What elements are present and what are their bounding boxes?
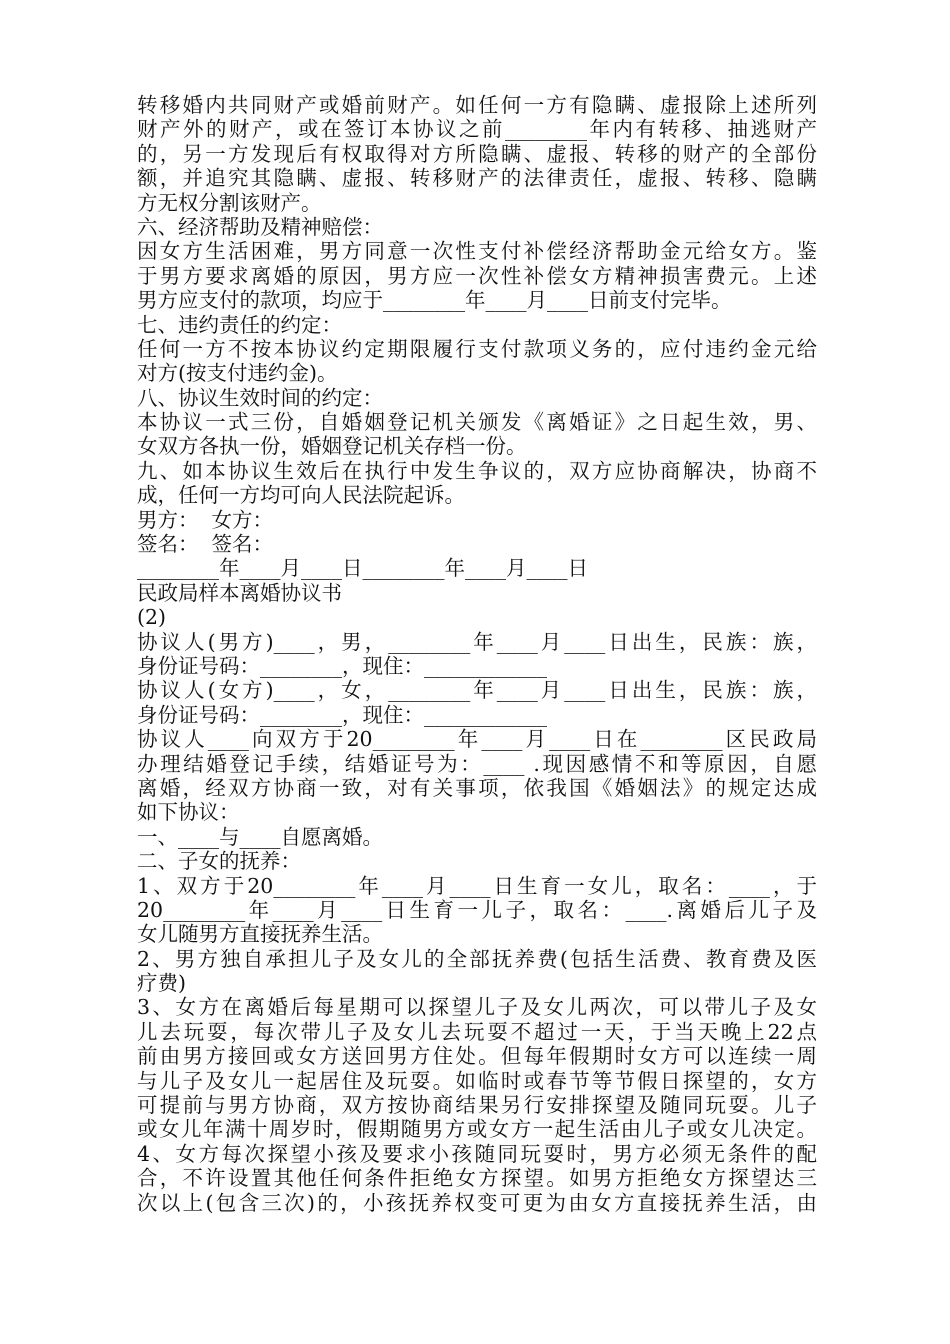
text-line: 身份证号码：________，现住：____________ xyxy=(137,653,547,678)
text-line: 女儿随男方直接抚养生活。 xyxy=(137,922,383,947)
text-line: 男方： 女方： xyxy=(137,507,274,532)
text-line: (2) xyxy=(137,605,167,630)
text-line: 疗费) xyxy=(137,971,186,996)
text-line: 本协议一式三份，自婚姻登记机关颁发《离婚证》之日起生效，男、 xyxy=(137,410,817,435)
text-line: 合，不许设置其他任何条件拒绝女方探望。如男方拒绝女方探望达三 xyxy=(137,1166,817,1191)
text-line: 离婚，经双方协商一致，对有关事项，依我国《婚姻法》的规定达成 xyxy=(137,775,817,800)
text-line: 任何一方不按本协议约定期限履行支付款项义务的，应付违约金元给 xyxy=(137,336,817,361)
text-line: 3、女方在离婚后每星期可以探望儿子及女儿两次，可以带儿子及女 xyxy=(137,995,817,1020)
text-line: 协议人(女方)____，女，________年____月____日出生，民族：族， xyxy=(137,678,817,703)
text-line: 于男方要求离婚的原因，男方应一次性补偿女方精神损害费元。上述 xyxy=(137,263,817,288)
text-line: 协议人____向双方于20________年____月____日在________区民政局 xyxy=(137,727,817,752)
text-line: 七、违约责任的约定： xyxy=(137,312,342,337)
text-line: 办理结婚登记手续，结婚证号为：____ .现因感情不和等原因，自愿 xyxy=(137,751,817,776)
text-line: 财产外的财产，或在签订本协议之前________年内有转移、抽逃财产 xyxy=(137,117,817,142)
text-line: 4、女方每次探望小孩及要求小孩随同玩耍时，男方必须无条件的配 xyxy=(137,1141,817,1166)
text-line: 额，并追究其隐瞒、虚报、转移财产的法律责任，虚报、转移、隐瞒 xyxy=(137,166,817,191)
text-line: 方无权分割该财产。 xyxy=(137,190,322,215)
text-line: 身份证号码：________，现住：____________ xyxy=(137,702,547,727)
text-line: 的，另一方发现后有权取得对方所隐瞒、虚报、转移的财产的全部份 xyxy=(137,141,817,166)
text-line: 次以上(包含三次)的，小孩抚养权变可更为由女方直接抚养生活，由 xyxy=(137,1190,817,1215)
text-line: 1、双方于20________年____月____日生育一女儿，取名：____，于 xyxy=(137,873,817,898)
text-line: 前由男方接回或女方送回男方住处。但每年假期时女方可以连续一周 xyxy=(137,1044,817,1069)
text-line: 一、____与____自愿离婚。 xyxy=(137,824,383,849)
text-line: 民政局样本离婚协议书 xyxy=(137,580,342,605)
text-line: ________年____月____日________年____月____日 xyxy=(137,556,588,581)
text-line: 因女方生活困难，男方同意一次性支付补偿经济帮助金元给女方。鉴 xyxy=(137,239,817,264)
text-line: 协议人(男方)____，男，________年____月____日出生，民族：族， xyxy=(137,629,817,654)
text-line: 九、如本协议生效后在执行中发生争议的，双方应协商解决，协商不 xyxy=(137,458,817,483)
text-line: 八、协议生效时间的约定： xyxy=(137,385,383,410)
text-line: 成，任何一方均可向人民法院起诉。 xyxy=(137,483,465,508)
text-line: 签名： 签名： xyxy=(137,532,274,557)
text-line: 或女儿年满十周岁时，假期随男方或女方一起生活由儿子或女儿决定。 xyxy=(137,1117,817,1142)
text-line: 对方(按支付违约金)。 xyxy=(137,361,338,386)
text-line: 女双方各执一份，婚姻登记机关存档一份。 xyxy=(137,434,527,459)
text-line: 二、子女的抚养： xyxy=(137,849,301,874)
text-line: 儿去玩耍，每次带儿子及女儿去玩耍不超过一天，于当天晚上22点 xyxy=(137,1019,817,1044)
text-line: 2、男方独自承担儿子及女儿的全部抚养费(包括生活费、教育费及医 xyxy=(137,946,817,971)
text-line: 转移婚内共同财产或婚前财产。如任何一方有隐瞒、虚报除上述所列 xyxy=(137,93,817,117)
text-line: 与儿子及女儿一起居住及玩耍。如临时或春节等节假日探望的，女方 xyxy=(137,1068,817,1093)
text-line: 如下协议： xyxy=(137,800,240,825)
text-line: 20________年____月____日生育一儿子，取名：____.离婚后儿子及 xyxy=(137,897,817,922)
text-line: 可提前与男方协商，双方按协商结果另行安排探望及随同玩耍。儿子 xyxy=(137,1093,817,1118)
agreement-text-body xyxy=(137,93,817,1215)
text-line: 男方应支付的款项，均应于________年____月____日前支付完毕。 xyxy=(137,288,732,313)
text-line: 六、经济帮助及精神赔偿： xyxy=(137,214,383,239)
